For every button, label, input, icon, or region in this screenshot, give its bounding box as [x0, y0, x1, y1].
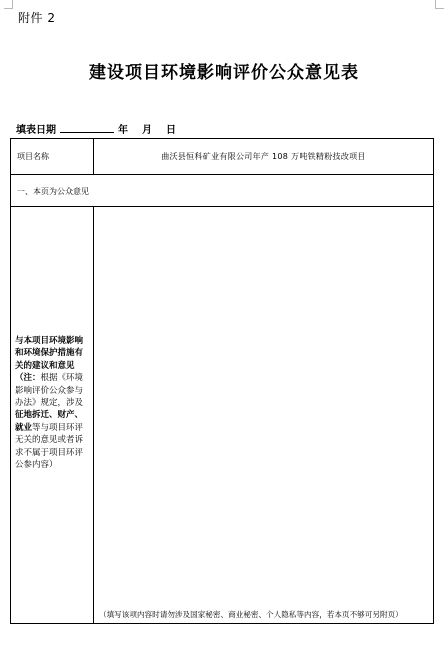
- form-title: 建设项目环境影响评价公众意见表: [89, 63, 359, 83]
- page-corner-mark-left: [4, 0, 13, 9]
- fill-date-label: 填表日期: [16, 125, 56, 136]
- attachment-label: 附件 2: [18, 11, 56, 25]
- project-name-value: 曲沃县恒科矿业有限公司年产 108 万吨铁精粉技改项目: [161, 152, 366, 161]
- fill-date-month: 月: [142, 125, 152, 136]
- page-corner-mark-right: [435, 0, 444, 9]
- opinion-label-part1: 与本项目环境影响和环境保护措施有关的建议和意见（注：: [15, 336, 84, 384]
- project-name-label: 项目名称: [17, 152, 49, 161]
- opinion-label-part3: 征地拆迁、财产、就业: [15, 410, 84, 433]
- opinion-form-table: [10, 138, 434, 624]
- fill-date-line: [16, 121, 176, 136]
- opinion-label-part2: 根据《环境影响评价公众参与办法》规定，涉及: [15, 373, 84, 409]
- fill-date-year: 年: [118, 125, 128, 136]
- section-title: 一、本页为公众意见: [17, 187, 89, 196]
- project-name-row: [11, 139, 433, 175]
- fill-date-blank[interactable]: [60, 123, 114, 133]
- opinion-label-part4: 等与项目环评无关的意见或者诉求不属于项目环评公参内容）: [15, 422, 84, 471]
- opinion-field-label: [15, 335, 91, 471]
- fill-date-day: 日: [166, 125, 176, 136]
- column-divider: [93, 207, 94, 623]
- opinion-row: [11, 207, 433, 623]
- section-row: [11, 175, 433, 207]
- privacy-footnote: （填写该项内容时请勿涉及国家秘密、商业秘密、个人隐私等内容，若本页不够可另附页）: [99, 610, 403, 619]
